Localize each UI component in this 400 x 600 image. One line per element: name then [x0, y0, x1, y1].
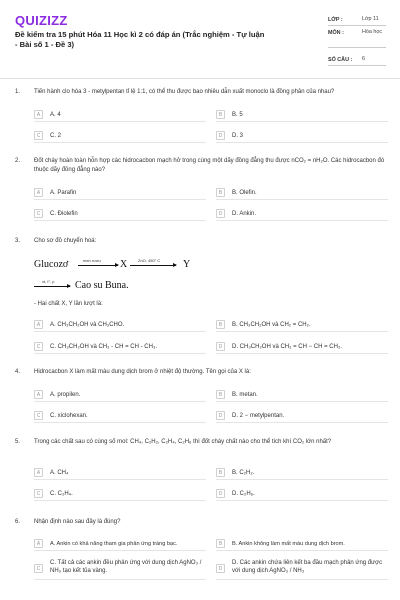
option-text: C. CH₃CH₂OH và CH₂ - CH = CH - CH₃. [50, 344, 158, 350]
option-text: D. CH₃CH₂OH và CH₂ = CH − CH = CH₂. [232, 344, 342, 350]
question-6-option-a[interactable] [34, 537, 206, 551]
question-4-option-d[interactable] [216, 409, 388, 423]
question-5-option-d[interactable] [216, 487, 388, 501]
option-letter: A [34, 539, 43, 548]
option-letter: B [216, 320, 225, 329]
question-5-number: 5. [15, 439, 21, 445]
question-6-number: 6. [15, 519, 21, 525]
option-text: D. 3 [232, 133, 244, 139]
scheme-arrow-3 [34, 286, 70, 287]
scheme-product: Cao su Buna. [75, 280, 129, 291]
page-title: Đề kiểm tra 15 phút Hóa 11 Học kì 2 có đáp án (Trắc nghiệm - Tự luận - Bài số 1 - Đề 3) [15, 30, 265, 49]
option-text: D. Ankin. [232, 211, 257, 217]
option-text: B. CH₃CH₂OH và CH₂ = CH₂. [232, 322, 311, 328]
class-value: Lớp 11 [362, 16, 379, 22]
option-letter: B [216, 390, 225, 399]
option-letter: C [34, 489, 43, 498]
option-text: A. 4 [50, 112, 61, 118]
option-text: A. Parafin [50, 190, 77, 196]
scheme-start: Glucozơ [34, 259, 69, 270]
question-4-option-c[interactable] [34, 409, 206, 423]
subject-divider [328, 47, 386, 48]
question-1-option-c[interactable] [34, 129, 206, 143]
option-text: B. 5 [232, 112, 243, 118]
count-label: SỐ CÂU : [328, 57, 353, 63]
scheme-end: Y [183, 259, 191, 270]
option-text: C. Tất cả các ankin đều phản ứng với dung dịch AgNO₃ / NH₃ tạo kết tủa vàng. [50, 560, 202, 574]
scheme-step3-label: xt, t°, p [42, 279, 55, 284]
question-3-text: Cho sơ đồ chuyển hoá: [34, 238, 97, 244]
question-2-number: 2. [15, 158, 21, 164]
scheme-mid: X [120, 259, 128, 270]
option-letter: D [216, 209, 225, 218]
question-1-option-a[interactable] [34, 108, 206, 122]
option-text: B. metan. [232, 392, 258, 398]
quizizz-logo: QUIZIZZ [15, 13, 68, 28]
option-letter: D [216, 564, 225, 573]
question-5-option-a[interactable] [34, 466, 206, 480]
question-3-option-c[interactable] [34, 340, 206, 354]
option-letter: A [34, 110, 43, 119]
option-text: C. 2 [50, 133, 62, 139]
scheme-arrow-2 [130, 265, 176, 266]
question-3-option-d[interactable] [216, 340, 388, 354]
option-letter: C [34, 342, 43, 351]
question-6-option-b[interactable] [216, 537, 388, 551]
option-text: B. C₂H₂. [232, 470, 255, 476]
count-divider [328, 65, 386, 66]
option-text: D. 2 − metylpentan. [232, 413, 285, 419]
question-6-option-d[interactable] [216, 558, 388, 580]
option-letter: A [34, 468, 43, 477]
option-letter: D [216, 411, 225, 420]
option-text: A. Ankin có khả năng tham gia phản ứng tráng bạc. [50, 541, 178, 547]
option-letter: C [34, 131, 43, 140]
question-1-text: Tiến hành clo hóa 3 - metylpentan tỉ lệ 1:1, có thể thu được bao nhiêu dẫn xuất monoclo là đồng phân của nhau? [34, 89, 335, 95]
class-divider [328, 25, 386, 26]
question-4-option-a[interactable] [34, 388, 206, 402]
option-letter: D [216, 489, 225, 498]
option-letter: B [216, 110, 225, 119]
option-letter: C [34, 411, 43, 420]
option-text: A. CH₄ [50, 470, 69, 476]
question-3-note: - Hai chất X, Y lần lượt là: [34, 301, 103, 307]
question-2-text: Đốt cháy hoàn toàn hỗn hợp các hidrocacbon mạch hở trong cùng một dãy đồng đẳng thu được nCO₂ = nH₂O. Các hidrocacbon đó thuộc dãy đồng đẳng nào? [34, 158, 385, 173]
option-text: B. Ankin không làm mất màu dung dịch brom. [232, 541, 345, 547]
subject-label: MÔN : [328, 30, 344, 36]
question-2-option-d[interactable] [216, 207, 388, 221]
option-letter: B [216, 468, 225, 477]
question-3-option-b[interactable] [216, 318, 388, 332]
count-value: 6 [362, 56, 365, 62]
question-1-option-d[interactable] [216, 129, 388, 143]
option-text: C. C₂H₄. [50, 491, 73, 497]
question-4-text: Hidrocacbon X làm mất màu dung dịch brom ở nhiệt độ thường. Tên gọi của X là: [34, 369, 251, 375]
question-4-option-b[interactable] [216, 388, 388, 402]
option-letter: C [34, 564, 43, 573]
question-2-option-c[interactable] [34, 207, 206, 221]
option-text: D. Các ankin chứa liên kết ba đầu mạch phản ứng được với dung dịch AgNO₃ / NH₃ [232, 560, 383, 574]
class-label: LỚP : [328, 17, 343, 23]
option-text: A. propilen. [50, 392, 81, 398]
option-letter: A [34, 320, 43, 329]
question-5-option-c[interactable] [34, 487, 206, 501]
option-letter: B [216, 188, 225, 197]
option-letter: C [34, 209, 43, 218]
option-letter: A [34, 188, 43, 197]
question-1-number: 1. [15, 89, 21, 95]
option-text: B. Olefin. [232, 190, 257, 196]
option-text: A. CH₃CH₂OH và CH₃CHO. [50, 322, 125, 328]
scheme-step2-label: ZnO, 450° C [138, 258, 161, 263]
question-5-option-b[interactable] [216, 466, 388, 480]
scheme-arrow-1 [78, 265, 118, 266]
option-letter: D [216, 342, 225, 351]
subject-value: Hóa học [362, 29, 383, 35]
header-divider [0, 78, 400, 79]
scheme-step1-label: men rượu [83, 258, 101, 263]
option-text: C. Điolefin [50, 211, 78, 217]
question-2-option-b[interactable] [216, 186, 388, 200]
option-letter: D [216, 131, 225, 140]
option-letter: B [216, 539, 225, 548]
question-2-option-a[interactable] [34, 186, 206, 200]
question-3-option-a[interactable] [34, 318, 206, 332]
question-3-number: 3. [15, 238, 21, 244]
question-6-option-c[interactable] [34, 558, 206, 580]
option-text: D. C₂H₆. [232, 491, 255, 497]
option-letter: A [34, 390, 43, 399]
question-4-number: 4. [15, 369, 21, 375]
question-5-text: Trong các chất sau có cùng số mol: CH₄, C₂H₂, C₂H₄, C₂H₆ thì đốt cháy chất nào cho thể tích khí CO₂ lớn nhất? [34, 439, 332, 445]
question-6-text: Nhận định nào sau đây là đúng? [34, 519, 121, 525]
option-text: C. xiclohexan. [50, 413, 88, 419]
question-1-option-b[interactable] [216, 108, 388, 122]
